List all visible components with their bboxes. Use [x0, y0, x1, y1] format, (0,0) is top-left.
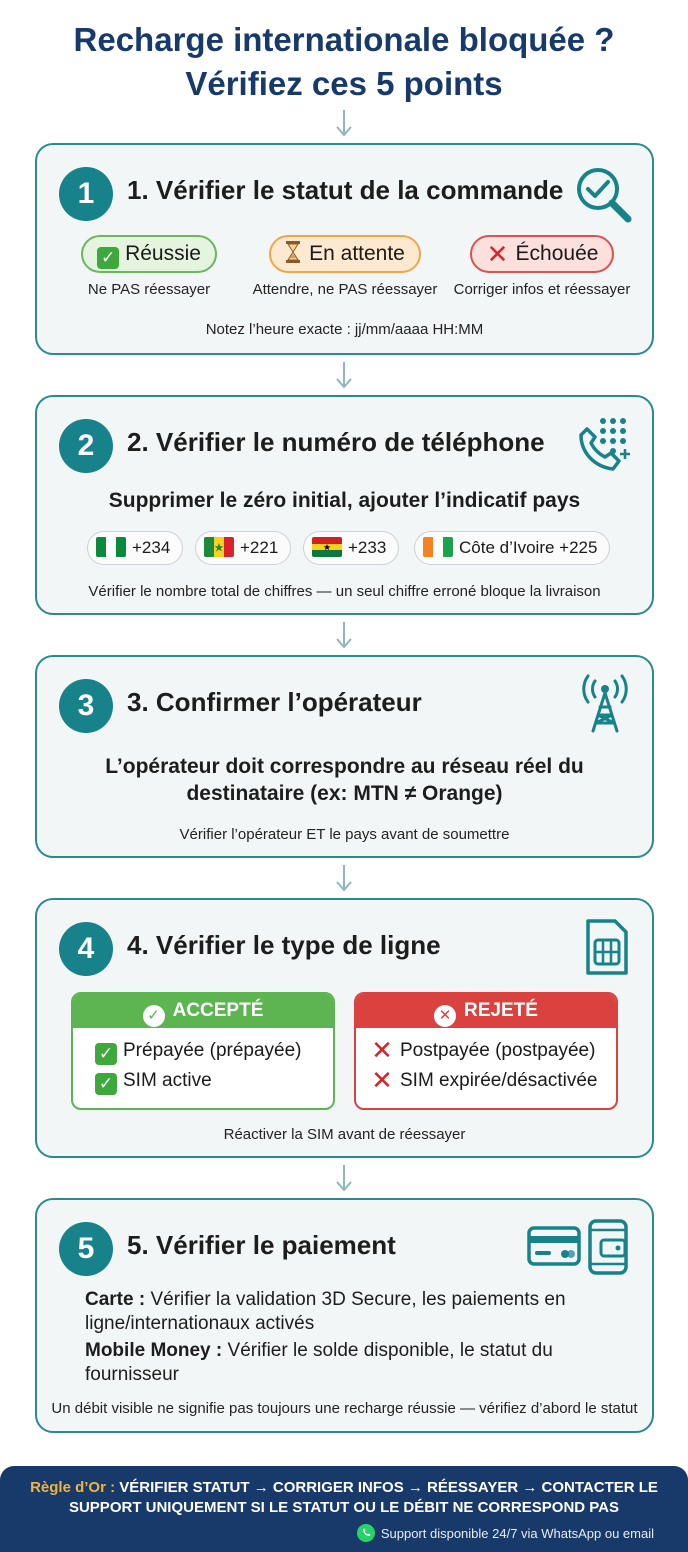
step-1-card — [35, 143, 654, 355]
step-title: 2. Vérifier le numéro de téléphone — [127, 427, 545, 457]
step-number-badge: 4 — [59, 922, 113, 976]
title-line-2: Vérifiez ces 5 points — [185, 65, 503, 102]
country-code-ghana: +233 — [303, 531, 399, 565]
step-title: 5. Vérifier le paiement — [127, 1230, 396, 1260]
footer-banner — [0, 1466, 688, 1552]
status-hint: Attendre, ne PAS réessayer — [252, 281, 438, 298]
rejected-header: ✕ REJETÉ — [356, 994, 616, 1028]
step-note: Vérifier le nombre total de chiffres — un seul chiffre erroné bloque la livraison — [88, 583, 601, 600]
status-success — [49, 235, 249, 298]
country-code-ivory-coast: Côte d’Ivoire +225 — [414, 531, 610, 565]
phone-keypad-icon — [573, 413, 635, 480]
x-circle-icon: ✕ — [434, 1005, 456, 1027]
check-box-icon: ✓ — [95, 1043, 117, 1065]
antenna-tower-icon — [577, 673, 633, 740]
credit-card-icon — [527, 1226, 581, 1271]
down-arrow-icon — [334, 863, 354, 893]
accepted-header: ✓ ACCEPTÉ — [73, 994, 333, 1028]
status-pending — [245, 235, 445, 298]
cross-icon: ✕ — [371, 1035, 393, 1065]
senegal-flag-icon — [204, 537, 234, 557]
step-subtitle: Supprimer le zéro initial, ajouter l’indicatif pays — [108, 489, 581, 512]
support-info: Support disponible 24/7 via WhatsApp ou email — [357, 1524, 654, 1542]
accepted-item: ✓ SIM active — [95, 1066, 333, 1096]
step-title: 1. Vérifier le statut de la commande — [127, 175, 564, 205]
rejected-box — [354, 992, 618, 1110]
title-line-1: Recharge internationale bloquée ? — [73, 21, 615, 58]
step-2-card — [35, 395, 654, 615]
magnifier-check-icon — [573, 165, 635, 230]
rejected-item: ✕ SIM expirée/désactivée — [371, 1065, 598, 1095]
status-hint: Ne PAS réessayer — [87, 281, 211, 298]
golden-rule-label: Règle d’Or : — [30, 1479, 116, 1496]
step-title: 3. Confirmer l’opérateur — [127, 687, 422, 717]
down-arrow-icon — [334, 108, 354, 138]
sim-card-icon — [585, 918, 629, 981]
step-note: Vérifier l’opérateur ET le pays avant de soumettre — [179, 826, 510, 843]
hourglass-icon — [285, 240, 301, 262]
status-pill-success: ✓ Réussie — [81, 235, 217, 273]
status-pill-failed: ✕ Échouée — [470, 235, 615, 273]
down-arrow-icon — [334, 1163, 354, 1193]
down-arrow-icon — [334, 360, 354, 390]
rejected-item: ✕ Postpayée (postpayée) — [371, 1035, 596, 1065]
step-number-badge: 1 — [59, 167, 113, 221]
status-failed — [442, 235, 642, 298]
step-note: Notez l’heure exacte : jj/mm/aaaa HH:MM — [205, 321, 484, 338]
country-code-nigeria: +234 — [87, 531, 183, 565]
golden-rule: Règle d’Or : VÉRIFIER STATUT → CORRIGER INFOS → RÉESSAYER → CONTACTER LE SUPPORT UNIQUEMENT SI LE STATUT OU LE DÉBIT NE CORRESPOND PAS — [30, 1479, 658, 1516]
cross-icon: ✕ — [486, 239, 509, 269]
down-arrow-icon — [334, 620, 354, 650]
step-number-badge: 2 — [59, 419, 113, 473]
payment-card-line: Carte : Vérifier la validation 3D Secure, les paiements en ligne/internationaux activés — [85, 1289, 566, 1334]
step-3-card — [35, 655, 654, 858]
step-number-badge: 5 — [59, 1222, 113, 1276]
step-note: Un débit visible ne signifie pas toujours une recharge réussie — vérifiez d’abord le statut — [51, 1400, 638, 1417]
country-code-senegal: +221 — [195, 531, 291, 565]
page-title — [0, 18, 688, 106]
status-pill-pending: En attente — [269, 235, 421, 273]
step-number-badge: 3 — [59, 679, 113, 733]
ghana-flag-icon — [312, 537, 342, 557]
step-4-card — [35, 898, 654, 1158]
accepted-item: ✓ Prépayée (prépayée) — [95, 1036, 333, 1066]
payment-mobile-line: Mobile Money : Vérifier le solde disponible, le statut du fournisseur — [85, 1340, 553, 1385]
cross-icon: ✕ — [371, 1065, 393, 1095]
whatsapp-icon — [357, 1524, 375, 1542]
nigeria-flag-icon — [96, 537, 126, 557]
mobile-wallet-icon — [587, 1218, 631, 1281]
accepted-box — [71, 992, 335, 1110]
step-body: L’opérateur doit correspondre au réseau réel du destinataire (ex: MTN ≠ Orange) — [105, 755, 584, 805]
status-hint: Corriger infos et réessayer — [453, 281, 631, 298]
check-box-icon: ✓ — [97, 247, 119, 269]
step-note: Réactiver la SIM avant de réessayer — [223, 1126, 466, 1143]
ivory-coast-flag-icon — [423, 537, 453, 557]
step-title: 4. Vérifier le type de ligne — [127, 930, 441, 960]
step-5-card — [35, 1198, 654, 1433]
check-circle-icon: ✓ — [143, 1005, 165, 1027]
check-box-icon: ✓ — [95, 1073, 117, 1095]
